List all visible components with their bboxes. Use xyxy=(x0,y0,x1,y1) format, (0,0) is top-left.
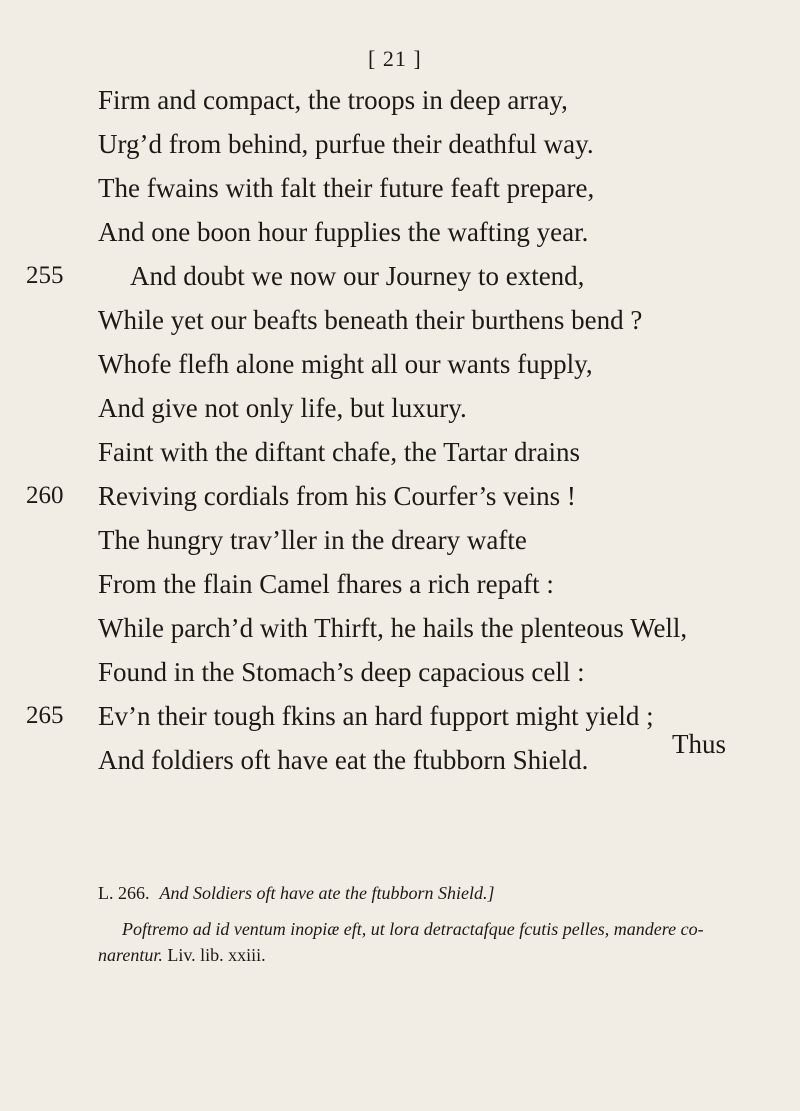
line-text: Firm and compact, the troops in deep array, xyxy=(98,85,568,115)
line-number: 265 xyxy=(26,702,64,729)
poem-line xyxy=(0,166,800,210)
poem-line xyxy=(0,254,800,298)
poem-line xyxy=(0,342,800,386)
line-text: Whofe flefh alone might all our wants fupply, xyxy=(98,349,593,379)
line-text: Found in the Stomach’s deep capacious cell : xyxy=(98,657,585,687)
line-text: Urg’d from behind, purfue their deathful way. xyxy=(98,129,594,159)
footnote-heading xyxy=(98,880,738,906)
poem-line xyxy=(0,122,800,166)
poem-line xyxy=(0,430,800,474)
line-text: The hungry trav’ller in the dreary wafte xyxy=(98,525,527,555)
line-text: While parch’d with Thirft, he hails the plenteous Well, xyxy=(98,613,688,643)
poem-line xyxy=(0,518,800,562)
line-number: 255 xyxy=(26,262,64,289)
poem-line xyxy=(0,650,800,694)
footnote-quotation: And Soldiers oft have ate the ftubborn Shield.] xyxy=(159,883,495,903)
poem-line xyxy=(0,78,800,122)
catchword: Thus xyxy=(672,729,726,759)
line-text: The fwains with falt their future feaft prepare, xyxy=(98,173,595,203)
poem-line xyxy=(0,606,800,650)
line-text: Faint with the diftant chafe, the Tartar drains xyxy=(98,437,580,467)
line-text: While yet our beafts beneath their burthens bend ? xyxy=(98,305,643,335)
page-number: [ 21 ] xyxy=(368,46,422,71)
line-text: And doubt we now our Journey to extend, xyxy=(130,261,585,291)
line-text: And give not only life, but luxury. xyxy=(98,393,467,423)
line-text: From the flain Camel fhares a rich repaft : xyxy=(98,569,554,599)
poem-line xyxy=(0,210,800,254)
line-text: And foldiers oft have eat the ftubborn Shield. xyxy=(98,745,589,775)
line-number: 260 xyxy=(26,482,64,509)
footnote xyxy=(98,880,738,968)
poem-line xyxy=(0,474,800,518)
line-text: Ev’n their tough fkins an hard fupport might yield ; xyxy=(98,701,654,731)
poem-line xyxy=(0,562,800,606)
line-text: And one boon hour fupplies the wafting year. xyxy=(98,217,589,247)
footnote-body xyxy=(98,916,738,968)
footnote-latin-text: Poftremo ad id ventum inopiæ eft, ut lora detractafque fcutis pelles, mandere co- narentur. xyxy=(98,919,704,965)
footnote-line-reference: L. 266. xyxy=(98,883,150,903)
poem-text xyxy=(0,78,800,782)
poem-line xyxy=(0,298,800,342)
footnote-source: Liv. lib. xxiii. xyxy=(167,945,266,965)
line-text: Reviving cordials from his Courfer’s veins ! xyxy=(98,481,576,511)
poem-line xyxy=(0,386,800,430)
